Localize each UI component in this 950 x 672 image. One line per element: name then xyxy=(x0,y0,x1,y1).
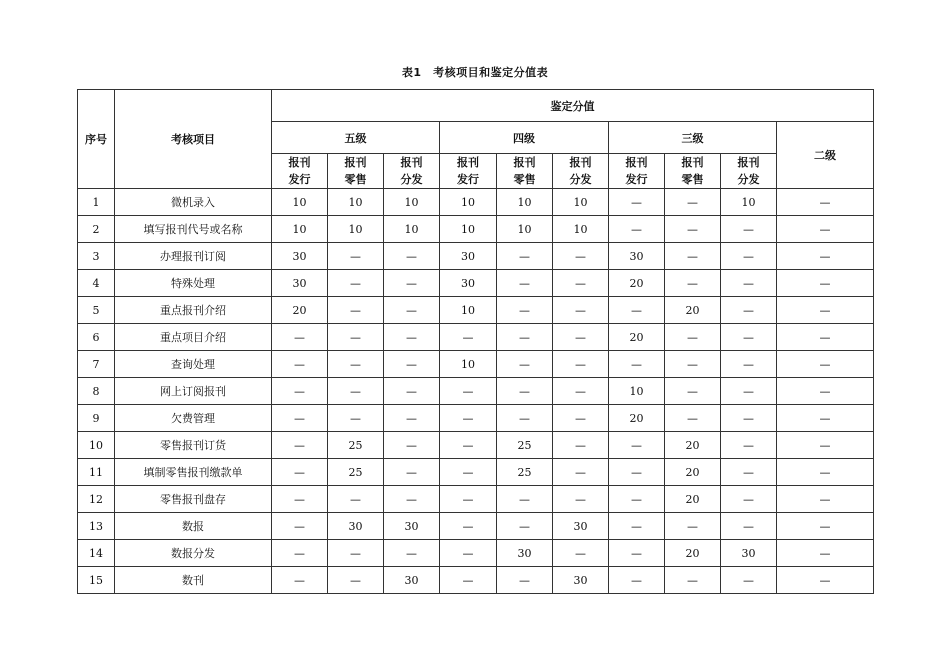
table-row xyxy=(78,567,874,594)
row-item: 零售报刊盘存 xyxy=(115,486,272,513)
score-cell: — xyxy=(272,351,328,378)
score-cell: — xyxy=(777,270,874,297)
score-cell: 10 xyxy=(440,216,497,243)
score-cell: — xyxy=(272,378,328,405)
score-cell: — xyxy=(497,270,553,297)
header-sub-1 xyxy=(328,154,384,189)
score-cell: — xyxy=(777,432,874,459)
score-cell: — xyxy=(384,378,440,405)
row-seq: 15 xyxy=(78,567,115,594)
score-cell: — xyxy=(384,486,440,513)
score-cell: — xyxy=(384,324,440,351)
score-cell: — xyxy=(777,513,874,540)
header-sub-line: 报刊 xyxy=(681,156,704,169)
score-cell: 30 xyxy=(553,513,609,540)
score-cell: — xyxy=(721,324,777,351)
score-cell: — xyxy=(497,351,553,378)
score-cell: 20 xyxy=(609,270,665,297)
score-cell: — xyxy=(553,459,609,486)
header-sub-2 xyxy=(384,154,440,189)
table-row xyxy=(78,432,874,459)
score-cell: — xyxy=(665,513,721,540)
score-cell: — xyxy=(777,297,874,324)
row-seq: 4 xyxy=(78,270,115,297)
row-item: 特殊处理 xyxy=(115,270,272,297)
row-item: 数报 xyxy=(115,513,272,540)
score-cell: — xyxy=(609,459,665,486)
score-cell: — xyxy=(440,486,497,513)
score-cell: 30 xyxy=(609,243,665,270)
score-table xyxy=(77,89,874,594)
row-item: 微机录入 xyxy=(115,189,272,216)
score-cell: — xyxy=(328,567,384,594)
score-cell: — xyxy=(609,189,665,216)
score-cell: — xyxy=(777,243,874,270)
score-cell: — xyxy=(553,486,609,513)
score-cell: — xyxy=(777,540,874,567)
score-cell: — xyxy=(665,567,721,594)
table-row xyxy=(78,378,874,405)
row-seq: 12 xyxy=(78,486,115,513)
score-cell: — xyxy=(777,324,874,351)
score-cell: — xyxy=(497,405,553,432)
header-sub-0 xyxy=(272,154,328,189)
header-sub-line: 发行 xyxy=(625,173,648,186)
score-cell: — xyxy=(440,540,497,567)
score-cell: — xyxy=(384,405,440,432)
table-caption: 表1 考核项目和鉴定分值表 xyxy=(401,66,549,79)
table-row xyxy=(78,351,874,378)
score-cell: — xyxy=(777,378,874,405)
table-row xyxy=(78,405,874,432)
score-cell: — xyxy=(272,567,328,594)
row-seq: 9 xyxy=(78,405,115,432)
score-cell: — xyxy=(328,270,384,297)
score-cell: 10 xyxy=(384,189,440,216)
header-level2: 二级 xyxy=(777,122,874,189)
score-cell: — xyxy=(777,486,874,513)
score-cell: — xyxy=(665,216,721,243)
score-cell: — xyxy=(272,486,328,513)
header-level5: 五级 xyxy=(272,122,440,154)
score-cell: — xyxy=(497,513,553,540)
score-cell: — xyxy=(553,432,609,459)
score-cell: — xyxy=(721,297,777,324)
score-cell: — xyxy=(721,351,777,378)
row-seq: 1 xyxy=(78,189,115,216)
score-cell: 10 xyxy=(440,189,497,216)
score-cell: 20 xyxy=(665,432,721,459)
row-item: 查询处理 xyxy=(115,351,272,378)
score-cell: — xyxy=(665,243,721,270)
header-sub-3 xyxy=(440,154,497,189)
header-sub-4 xyxy=(497,154,553,189)
header-sub-line: 零售 xyxy=(681,173,704,186)
score-cell: 10 xyxy=(609,378,665,405)
score-cell: 25 xyxy=(328,459,384,486)
table-row xyxy=(78,270,874,297)
score-cell: 30 xyxy=(384,513,440,540)
table-row xyxy=(78,189,874,216)
header-sub-8 xyxy=(721,154,777,189)
score-cell: 20 xyxy=(272,297,328,324)
score-cell: — xyxy=(328,540,384,567)
header-sub-line: 报刊 xyxy=(344,156,367,169)
row-seq: 6 xyxy=(78,324,115,351)
header-sub-line: 分发 xyxy=(400,173,423,186)
score-cell: — xyxy=(384,297,440,324)
header-sub-line: 分发 xyxy=(737,173,760,186)
score-cell: 25 xyxy=(328,432,384,459)
score-cell: 20 xyxy=(609,405,665,432)
row-seq: 13 xyxy=(78,513,115,540)
table-row xyxy=(78,216,874,243)
row-item: 数报分发 xyxy=(115,540,272,567)
score-cell: — xyxy=(609,297,665,324)
score-cell: — xyxy=(721,378,777,405)
score-cell: — xyxy=(328,297,384,324)
score-cell: 10 xyxy=(384,216,440,243)
score-cell: — xyxy=(497,567,553,594)
row-seq: 10 xyxy=(78,432,115,459)
score-cell: — xyxy=(440,459,497,486)
score-cell: 10 xyxy=(272,216,328,243)
score-cell: — xyxy=(328,243,384,270)
score-cell: — xyxy=(497,297,553,324)
score-cell: — xyxy=(721,270,777,297)
header-sub-line: 报刊 xyxy=(513,156,536,169)
header-sub-line: 报刊 xyxy=(569,156,592,169)
score-cell: — xyxy=(497,243,553,270)
header-sub-line: 发行 xyxy=(457,173,479,186)
score-cell: — xyxy=(553,270,609,297)
score-cell: — xyxy=(721,432,777,459)
score-cell: — xyxy=(609,486,665,513)
score-cell: 20 xyxy=(665,459,721,486)
score-cell: 25 xyxy=(497,432,553,459)
header-sub-5 xyxy=(553,154,609,189)
row-seq: 7 xyxy=(78,351,115,378)
score-cell: 10 xyxy=(328,189,384,216)
score-cell: — xyxy=(272,513,328,540)
score-cell: — xyxy=(665,324,721,351)
score-cell: 20 xyxy=(609,324,665,351)
score-cell: 30 xyxy=(553,567,609,594)
score-cell: — xyxy=(665,270,721,297)
row-item: 办理报刊订阅 xyxy=(115,243,272,270)
score-cell: — xyxy=(328,486,384,513)
score-cell: — xyxy=(609,351,665,378)
header-sub-line: 分发 xyxy=(569,173,592,186)
score-cell: 30 xyxy=(440,243,497,270)
score-cell: — xyxy=(440,405,497,432)
score-cell: — xyxy=(272,459,328,486)
score-cell: 20 xyxy=(665,297,721,324)
score-cell: — xyxy=(553,297,609,324)
score-cell: — xyxy=(384,540,440,567)
score-cell: — xyxy=(553,324,609,351)
score-cell: — xyxy=(777,459,874,486)
score-cell: — xyxy=(440,324,497,351)
score-cell: — xyxy=(384,270,440,297)
row-item: 重点项目介绍 xyxy=(115,324,272,351)
header-level3: 三级 xyxy=(609,122,777,154)
header-sub-line: 报刊 xyxy=(400,156,423,169)
header-sub-7 xyxy=(665,154,721,189)
score-cell: 30 xyxy=(272,243,328,270)
header-sub-line: 发行 xyxy=(288,173,311,186)
header-sub-6 xyxy=(609,154,665,189)
score-cell: — xyxy=(440,432,497,459)
score-cell: — xyxy=(609,432,665,459)
score-cell: 30 xyxy=(272,270,328,297)
score-cell: — xyxy=(665,378,721,405)
score-cell: — xyxy=(609,216,665,243)
score-cell: — xyxy=(777,567,874,594)
row-item: 数刊 xyxy=(115,567,272,594)
header-seq: 序号 xyxy=(78,90,115,189)
score-cell: — xyxy=(665,405,721,432)
score-cell: — xyxy=(272,432,328,459)
table-row xyxy=(78,459,874,486)
score-cell: — xyxy=(384,351,440,378)
header-sub-line: 零售 xyxy=(344,173,367,186)
row-seq: 14 xyxy=(78,540,115,567)
score-cell: — xyxy=(440,513,497,540)
score-cell: 30 xyxy=(384,567,440,594)
score-cell: — xyxy=(553,243,609,270)
score-cell: — xyxy=(328,405,384,432)
table-row xyxy=(78,324,874,351)
score-cell: 10 xyxy=(553,189,609,216)
row-item: 网上订阅报刊 xyxy=(115,378,272,405)
table-row xyxy=(78,513,874,540)
score-cell: — xyxy=(777,216,874,243)
score-cell: — xyxy=(721,567,777,594)
score-cell: — xyxy=(272,324,328,351)
row-seq: 8 xyxy=(78,378,115,405)
score-cell: — xyxy=(440,567,497,594)
score-cell: 25 xyxy=(497,459,553,486)
score-cell: — xyxy=(609,513,665,540)
score-cell: 10 xyxy=(328,216,384,243)
score-cell: — xyxy=(553,405,609,432)
score-cell: — xyxy=(553,378,609,405)
row-item: 填制零售报刊缴款单 xyxy=(115,459,272,486)
score-cell: — xyxy=(777,405,874,432)
score-cell: — xyxy=(328,324,384,351)
score-cell: — xyxy=(497,324,553,351)
score-cell: — xyxy=(721,243,777,270)
score-cell: — xyxy=(272,405,328,432)
score-cell: — xyxy=(777,351,874,378)
row-item: 欠费管理 xyxy=(115,405,272,432)
score-cell: — xyxy=(665,351,721,378)
header-sub-line: 零售 xyxy=(513,173,536,186)
score-cell: — xyxy=(721,405,777,432)
row-item: 重点报刊介绍 xyxy=(115,297,272,324)
score-cell: — xyxy=(384,243,440,270)
score-cell: 10 xyxy=(497,216,553,243)
header-sub-line: 报刊 xyxy=(737,156,760,169)
header-level4: 四级 xyxy=(440,122,609,154)
score-cell: 20 xyxy=(665,486,721,513)
score-cell: 30 xyxy=(497,540,553,567)
table-row xyxy=(78,243,874,270)
score-cell: 30 xyxy=(440,270,497,297)
score-cell: — xyxy=(553,540,609,567)
score-cell: — xyxy=(553,351,609,378)
row-item: 零售报刊订货 xyxy=(115,432,272,459)
score-cell: — xyxy=(497,378,553,405)
score-cell: — xyxy=(777,189,874,216)
score-cell: 10 xyxy=(721,189,777,216)
score-cell: 10 xyxy=(440,351,497,378)
score-cell: 10 xyxy=(497,189,553,216)
score-cell: — xyxy=(328,378,384,405)
header-sub-line: 报刊 xyxy=(457,156,479,169)
score-cell: 20 xyxy=(665,540,721,567)
row-seq: 11 xyxy=(78,459,115,486)
row-item: 填写报刊代号或名称 xyxy=(115,216,272,243)
score-cell: — xyxy=(384,432,440,459)
score-cell: — xyxy=(497,486,553,513)
score-cell: — xyxy=(665,189,721,216)
score-cell: — xyxy=(609,567,665,594)
score-cell: — xyxy=(384,459,440,486)
score-cell: 10 xyxy=(272,189,328,216)
score-cell: — xyxy=(272,540,328,567)
header-score: 鉴定分值 xyxy=(272,90,874,122)
row-seq: 2 xyxy=(78,216,115,243)
score-cell: — xyxy=(721,513,777,540)
table-row xyxy=(78,486,874,513)
header-sub-line: 报刊 xyxy=(625,156,648,169)
score-cell: — xyxy=(721,216,777,243)
row-seq: 5 xyxy=(78,297,115,324)
table-row xyxy=(78,540,874,567)
score-cell: — xyxy=(440,378,497,405)
score-cell: 30 xyxy=(328,513,384,540)
score-cell: — xyxy=(721,459,777,486)
header-sub-line: 报刊 xyxy=(288,156,311,169)
score-cell: — xyxy=(721,486,777,513)
score-cell: — xyxy=(328,351,384,378)
score-cell: 30 xyxy=(721,540,777,567)
score-cell: 10 xyxy=(553,216,609,243)
table-row xyxy=(78,297,874,324)
row-seq: 3 xyxy=(78,243,115,270)
header-item: 考核项目 xyxy=(115,90,272,189)
score-cell: — xyxy=(609,540,665,567)
score-cell: 10 xyxy=(440,297,497,324)
